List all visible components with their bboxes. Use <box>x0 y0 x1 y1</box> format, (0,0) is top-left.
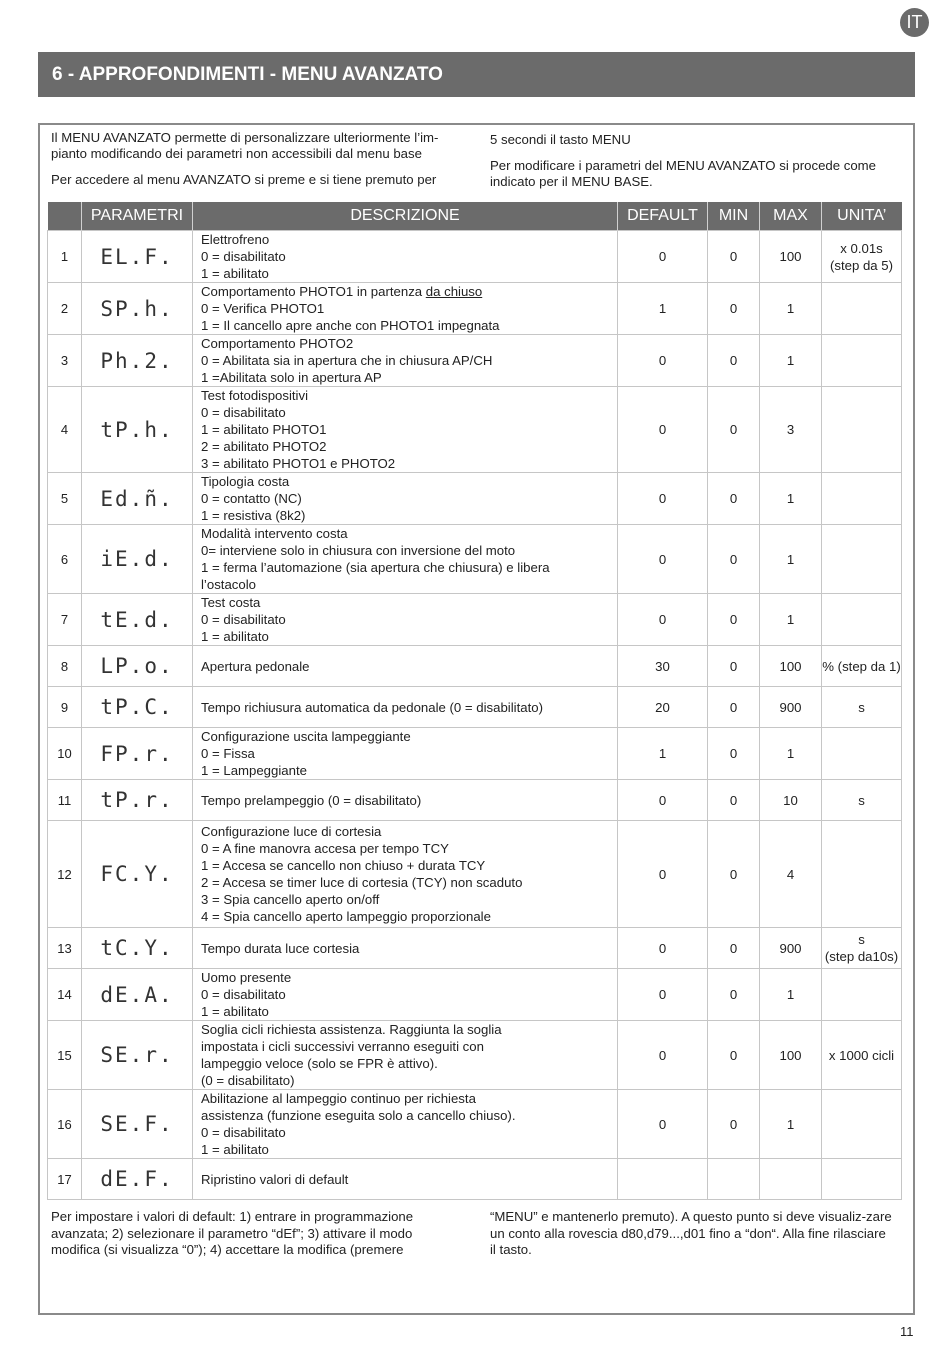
parameter-description <box>193 821 618 928</box>
max-value: 100 <box>760 646 822 687</box>
parameter-description <box>193 387 618 473</box>
description-line: Test fotodispositivi <box>201 388 309 403</box>
description-line: Soglia cicli richiesta assistenza. Raggiunta la soglia <box>201 1022 502 1037</box>
description-line: Test costa <box>201 595 261 610</box>
unit-value <box>822 687 902 728</box>
table-row <box>48 387 902 473</box>
header-parametri: PARAMETRI <box>82 202 193 231</box>
parameter-code: SP.h. <box>82 283 193 335</box>
max-value: 1 <box>760 283 822 335</box>
table-row <box>48 283 902 335</box>
default-value: 0 <box>618 1090 708 1159</box>
description-line: Ripristino valori di default <box>201 1171 349 1187</box>
description-line: Configurazione uscita lampeggiante <box>201 729 411 744</box>
parameter-code: tP.r. <box>82 780 193 821</box>
max-value: 900 <box>760 687 822 728</box>
table-row <box>48 525 902 594</box>
max-value: 900 <box>760 928 822 969</box>
description-line: Tipologia costa <box>201 474 290 489</box>
parameter-description <box>193 928 618 969</box>
min-value: 0 <box>708 387 760 473</box>
unit-value <box>822 231 902 283</box>
min-value: 0 <box>708 928 760 969</box>
description-line: Uomo presente <box>201 970 292 985</box>
default-value: 0 <box>618 473 708 525</box>
description-line: 0 = contatto (NC) <box>201 491 302 506</box>
min-value: 0 <box>708 687 760 728</box>
default-value: 0 <box>618 594 708 646</box>
description-line: 2 = abilitato PHOTO2 <box>201 439 327 454</box>
max-value: 10 <box>760 780 822 821</box>
min-value: 0 <box>708 1021 760 1090</box>
description-line: 0 = disabilitato <box>201 987 286 1002</box>
row-number: 3 <box>48 335 82 387</box>
unit-value <box>822 780 902 821</box>
row-number: 16 <box>48 1090 82 1159</box>
min-value: 0 <box>708 969 760 1021</box>
unit-value <box>822 473 902 525</box>
unit-line: (step da 5) <box>829 257 894 273</box>
description-line: 1 = abilitato <box>201 1142 269 1157</box>
description-line: Comportamento PHOTO1 in partenza da chiuso <box>201 284 483 299</box>
description-line: 0 = disabilitato <box>201 405 286 420</box>
row-number: 2 <box>48 283 82 335</box>
max-value: 1 <box>760 525 822 594</box>
description-line: Tempo durata luce cortesia <box>201 940 360 956</box>
footer-note-left: Per impostare i valori di default: 1) entrare in programmazione avanzata; 2) selezionare il parametro “dEf”; 3) attivare il modo modifica (si visualizza “0”); 4) accettare la modifica (premere <box>51 1209 414 1257</box>
parameter-description <box>193 1159 618 1200</box>
parameter-code: FP.r. <box>82 728 193 780</box>
default-value: 0 <box>618 335 708 387</box>
unit-value <box>822 525 902 594</box>
unit-line: s <box>858 699 865 715</box>
unit-value <box>822 1090 902 1159</box>
parameters-table <box>47 202 902 1200</box>
table-row <box>48 928 902 969</box>
description-line: Configurazione luce di cortesia <box>201 824 382 839</box>
unit-value <box>822 1021 902 1090</box>
intro-left <box>51 130 463 198</box>
unit-value <box>822 928 902 969</box>
description-line: assistenza (funzione eseguita solo a cancello chiuso). <box>201 1108 516 1123</box>
unit-line: x 0.01s <box>840 240 883 256</box>
header-min: MIN <box>708 202 760 231</box>
table-row <box>48 335 902 387</box>
table-row <box>48 969 902 1021</box>
max-value: 1 <box>760 473 822 525</box>
parameter-code: SE.r. <box>82 1021 193 1090</box>
parameter-description <box>193 1021 618 1090</box>
parameter-code: LP.o. <box>82 646 193 687</box>
max-value: 4 <box>760 821 822 928</box>
unit-value <box>822 1159 902 1200</box>
intro-right <box>490 132 905 200</box>
table-row <box>48 821 902 928</box>
unit-value <box>822 728 902 780</box>
parameter-code: FC.Y. <box>82 821 193 928</box>
row-number: 8 <box>48 646 82 687</box>
unit-line: % (step da 1) <box>822 658 901 674</box>
unit-value <box>822 387 902 473</box>
min-value <box>708 1159 760 1200</box>
max-value: 1 <box>760 335 822 387</box>
description-line: 1 = abilitato <box>201 1004 269 1019</box>
default-value <box>618 1159 708 1200</box>
parameter-description <box>193 687 618 728</box>
description-line: Abilitazione al lampeggio continuo per richiesta <box>201 1091 476 1106</box>
parameter-description <box>193 525 618 594</box>
unit-value <box>822 594 902 646</box>
description-line: 1 = Lampeggiante <box>201 763 307 778</box>
default-value: 30 <box>618 646 708 687</box>
parameter-code: Ed.ñ. <box>82 473 193 525</box>
description-line: 0= interviene solo in chiusura con inversione del moto <box>201 543 516 558</box>
parameter-code: dE.A. <box>82 969 193 1021</box>
max-value: 3 <box>760 387 822 473</box>
header-descrizione: DESCRIZIONE <box>193 202 618 231</box>
row-number: 15 <box>48 1021 82 1090</box>
unit-value <box>822 821 902 928</box>
parameter-code: EL.F. <box>82 231 193 283</box>
table-row <box>48 1159 902 1200</box>
max-value: 1 <box>760 728 822 780</box>
row-number: 13 <box>48 928 82 969</box>
table-row <box>48 728 902 780</box>
default-value: 0 <box>618 821 708 928</box>
description-line: 0 = disabilitato <box>201 249 286 264</box>
description-line: 0 = Abilitata sia in apertura che in chiusura AP/CH <box>201 353 493 368</box>
default-value: 0 <box>618 928 708 969</box>
description-line: Apertura pedonale <box>201 658 310 674</box>
table-row <box>48 1021 902 1090</box>
min-value: 0 <box>708 728 760 780</box>
table-row <box>48 473 902 525</box>
header-number <box>48 202 82 231</box>
parameter-description <box>193 780 618 821</box>
max-value <box>760 1159 822 1200</box>
row-number: 6 <box>48 525 82 594</box>
parameter-code: Ph.2. <box>82 335 193 387</box>
min-value: 0 <box>708 646 760 687</box>
description-line: 1 = abilitato PHOTO1 <box>201 422 327 437</box>
row-number: 1 <box>48 231 82 283</box>
min-value: 0 <box>708 780 760 821</box>
parameter-description <box>193 969 618 1021</box>
parameter-description <box>193 473 618 525</box>
footer-note-right: “MENU” e mantenerlo premuto). A questo punto si deve visualiz-zare un conto alla rovescia d80,d79...,d01 fino a “don“. Alla fine rilasciare il tasto. <box>490 1209 892 1257</box>
unit-line: (step da10s) <box>824 949 899 964</box>
table-row <box>48 594 902 646</box>
max-value: 100 <box>760 231 822 283</box>
min-value: 0 <box>708 473 760 525</box>
default-value: 0 <box>618 231 708 283</box>
page-number: 11 <box>900 1324 914 1339</box>
table-row <box>48 687 902 728</box>
unit-value <box>822 283 902 335</box>
table-header-row <box>48 202 902 231</box>
default-value: 0 <box>618 1021 708 1090</box>
description-line: 0 = Verifica PHOTO1 <box>201 301 325 316</box>
intro-right-paragraph-2: Per modificare i parametri del MENU AVANZATO si procede come indicato per il MENU BASE. <box>490 158 876 189</box>
row-number: 14 <box>48 969 82 1021</box>
default-value: 0 <box>618 525 708 594</box>
row-number: 17 <box>48 1159 82 1200</box>
parameter-code: tP.h. <box>82 387 193 473</box>
min-value: 0 <box>708 594 760 646</box>
default-value: 1 <box>618 283 708 335</box>
intro-right-paragraph-1: 5 secondi il tasto MENU <box>490 132 631 147</box>
parameter-description <box>193 335 618 387</box>
table-row <box>48 780 902 821</box>
parameter-code: dE.F. <box>82 1159 193 1200</box>
description-line: l’ostacolo <box>201 577 256 592</box>
min-value: 0 <box>708 283 760 335</box>
description-line: 3 = abilitato PHOTO1 e PHOTO2 <box>201 456 396 471</box>
unit-line: s <box>858 932 865 947</box>
unit-value <box>822 335 902 387</box>
default-value: 0 <box>618 780 708 821</box>
description-line: 4 = Spia cancello aperto lampeggio proporzionale <box>201 909 491 924</box>
table-row <box>48 1090 902 1159</box>
row-number: 7 <box>48 594 82 646</box>
row-number: 11 <box>48 780 82 821</box>
max-value: 1 <box>760 1090 822 1159</box>
min-value: 0 <box>708 525 760 594</box>
intro-left-paragraph-1: Il MENU AVANZATO permette di personalizzare ulteriormente l’im-pianto modificando dei parametri non accessibili dal menu base <box>51 130 439 161</box>
description-line: Comportamento PHOTO2 <box>201 336 354 351</box>
description-line: 1 = Accesa se cancello non chiuso + durata TCY <box>201 858 486 873</box>
row-number: 4 <box>48 387 82 473</box>
default-value: 0 <box>618 387 708 473</box>
min-value: 0 <box>708 231 760 283</box>
description-line: Elettrofreno <box>201 232 270 247</box>
intro-left-paragraph-2: Per accedere al menu AVANZATO si preme e si tiene premuto per <box>51 172 437 187</box>
parameter-description <box>193 231 618 283</box>
header-unita: UNITA’ <box>822 202 902 231</box>
description-line: 1 = resistiva (8k2) <box>201 508 306 523</box>
parameter-code: SE.F. <box>82 1090 193 1159</box>
row-number: 10 <box>48 728 82 780</box>
description-line: impostata i cicli successivi verranno eseguiti con <box>201 1039 484 1054</box>
default-value: 1 <box>618 728 708 780</box>
header-max: MAX <box>760 202 822 231</box>
max-value: 100 <box>760 1021 822 1090</box>
description-line: Tempo prelampeggio (0 = disabilitato) <box>201 792 422 808</box>
description-line: Tempo richiusura automatica da pedonale (0 = disabilitato) <box>201 699 543 715</box>
min-value: 0 <box>708 821 760 928</box>
parameter-description <box>193 1090 618 1159</box>
parameter-description <box>193 283 618 335</box>
parameter-description <box>193 728 618 780</box>
header-default: DEFAULT <box>618 202 708 231</box>
description-line: 1 = ferma l’automazione (sia apertura che chiusura) e libera <box>201 560 550 575</box>
row-number: 12 <box>48 821 82 928</box>
default-value: 0 <box>618 969 708 1021</box>
description-line: 1 =Abilitata solo in apertura AP <box>201 370 382 385</box>
description-line: 2 = Accesa se timer luce di cortesia (TCY) non scaduto <box>201 875 523 890</box>
max-value: 1 <box>760 594 822 646</box>
row-number: 9 <box>48 687 82 728</box>
min-value: 0 <box>708 1090 760 1159</box>
description-line: 1 = Il cancello apre anche con PHOTO1 impegnata <box>201 318 500 333</box>
default-value: 20 <box>618 687 708 728</box>
unit-value <box>822 969 902 1021</box>
section-title: 6 - APPROFONDIMENTI - MENU AVANZATO <box>38 52 915 97</box>
table-row <box>48 231 902 283</box>
unit-line: s <box>858 792 865 808</box>
description-line: 3 = Spia cancello aperto on/off <box>201 892 380 907</box>
description-line: 1 = abilitato <box>201 266 269 281</box>
description-line: lampeggio veloce (solo se FPR è attivo). <box>201 1056 438 1071</box>
description-line: 1 = abilitato <box>201 629 269 644</box>
description-line: 0 = disabilitato <box>201 612 286 627</box>
max-value: 1 <box>760 969 822 1021</box>
parameter-code: tE.d. <box>82 594 193 646</box>
min-value: 0 <box>708 335 760 387</box>
description-line: 0 = Fissa <box>201 746 255 761</box>
description-line: (0 = disabilitato) <box>201 1073 295 1088</box>
language-badge: IT <box>900 8 929 37</box>
description-line: 0 = disabilitato <box>201 1125 286 1140</box>
parameter-code: tP.C. <box>82 687 193 728</box>
table-row <box>48 646 902 687</box>
unit-value <box>822 646 902 687</box>
row-number: 5 <box>48 473 82 525</box>
table-body <box>48 231 902 1200</box>
parameter-code: tC.Y. <box>82 928 193 969</box>
description-line: 0 = A fine manovra accesa per tempo TCY <box>201 841 449 856</box>
description-line: Modalità intervento costa <box>201 526 348 541</box>
parameter-description <box>193 594 618 646</box>
unit-line: x 1000 cicli <box>828 1047 895 1063</box>
parameter-code: iE.d. <box>82 525 193 594</box>
parameter-description <box>193 646 618 687</box>
